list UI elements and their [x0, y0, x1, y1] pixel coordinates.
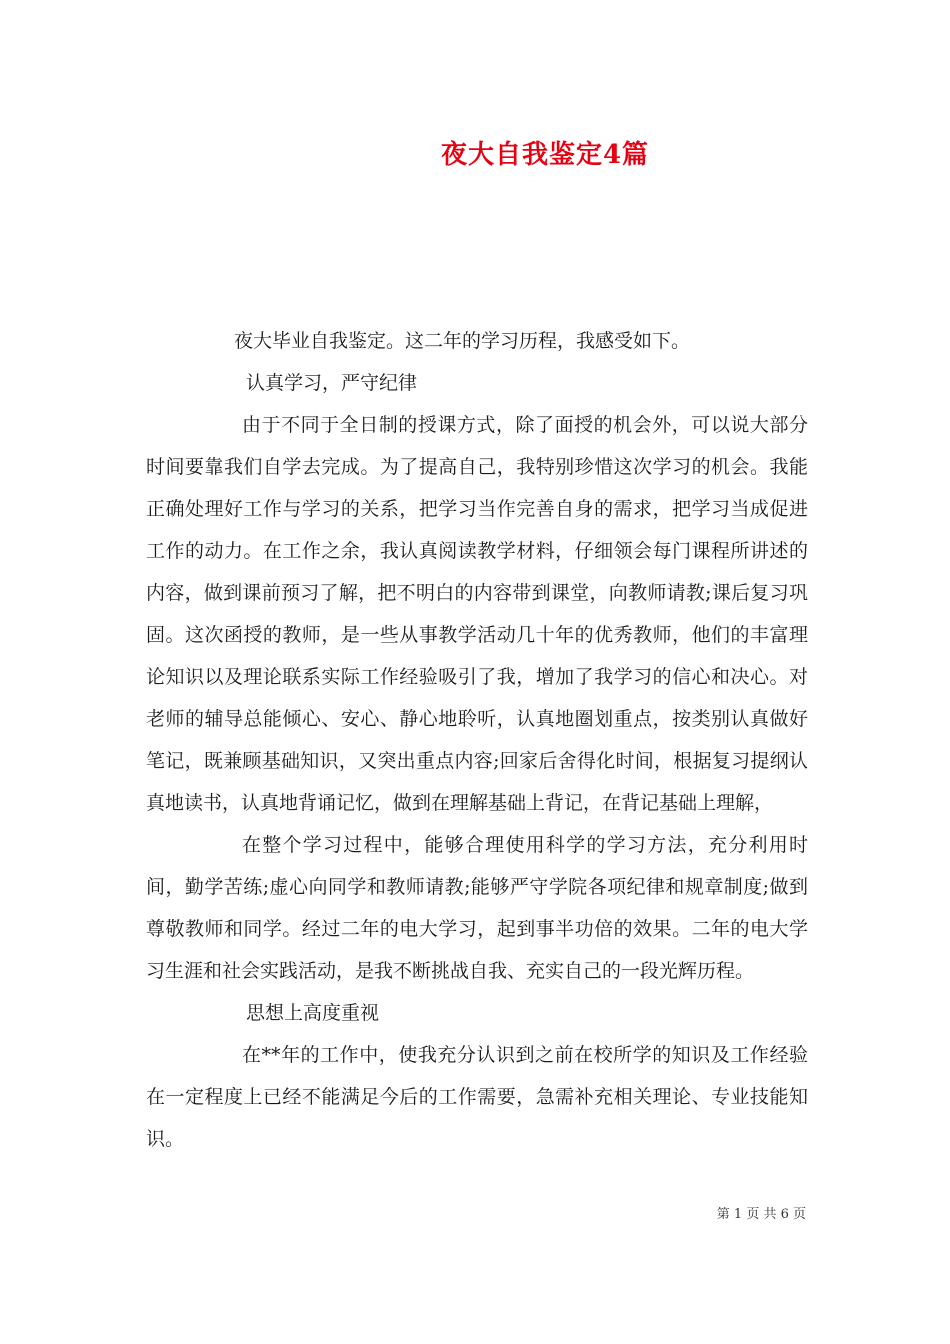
- page-number-footer: 第 1 页 共 6 页: [716, 1207, 806, 1222]
- section-heading-thinking: 思想上高度重视: [246, 1002, 380, 1024]
- document-title: 夜大自我鉴定4篇: [440, 140, 650, 170]
- document-body: [146, 320, 808, 1160]
- body-paragraph-2: 在整个学习过程中，能够合理使用科学的学习方法，充分利用时间，勤学苦练;虚心向同学和教师请教;能够严守学院各项纪律和规章制度;做到尊敬教师和同学。经过二年的电大学习，起到事半功倍的效果。二年的电大学习生涯和社会实践活动，是我不断挑战自我、充实自己的一段光辉历程。: [146, 834, 808, 982]
- body-paragraph-1: 由于不同于全日制的授课方式，除了面授的机会外，可以说大部分时间要靠我们自学去完成。为了提高自己，我特别珍惜这次学习的机会。我能正确处理好工作与学习的关系，把学习当作完善自身的需求，把学习当成促进工作的动力。在工作之余，我认真阅读教学材料，仔细领会每门课程所讲述的内容，做到课前预习了解，把不明白的内容带到课堂，向教师请教;课后复习巩固。这次函授的教师，是一些从事教学活动几十年的优秀教师，他们的丰富理论知识以及理论联系实际工作经验吸引了我，增加了我学习的信心和决心。对老师的辅导总能倾心、安心、静心地聆听，认真地圈划重点，按类别认真做好笔记，既兼顾基础知识，又突出重点内容;回家后舍得化时间，根据复习提纲认真地读书，认真地背诵记忆，做到在理解基础上背记，在背记基础上理解，: [146, 414, 808, 814]
- intro-paragraph: 夜大毕业自我鉴定。这二年的学习历程，我感受如下。: [234, 330, 691, 352]
- body-paragraph-3: 在**年的工作中，使我充分认识到之前在校所学的知识及工作经验在一定程度上已经不能满足今后的工作需要，急需补充相关理论、专业技能知识。: [146, 1044, 808, 1150]
- section-heading-study: 认真学习，严守纪律: [246, 372, 418, 394]
